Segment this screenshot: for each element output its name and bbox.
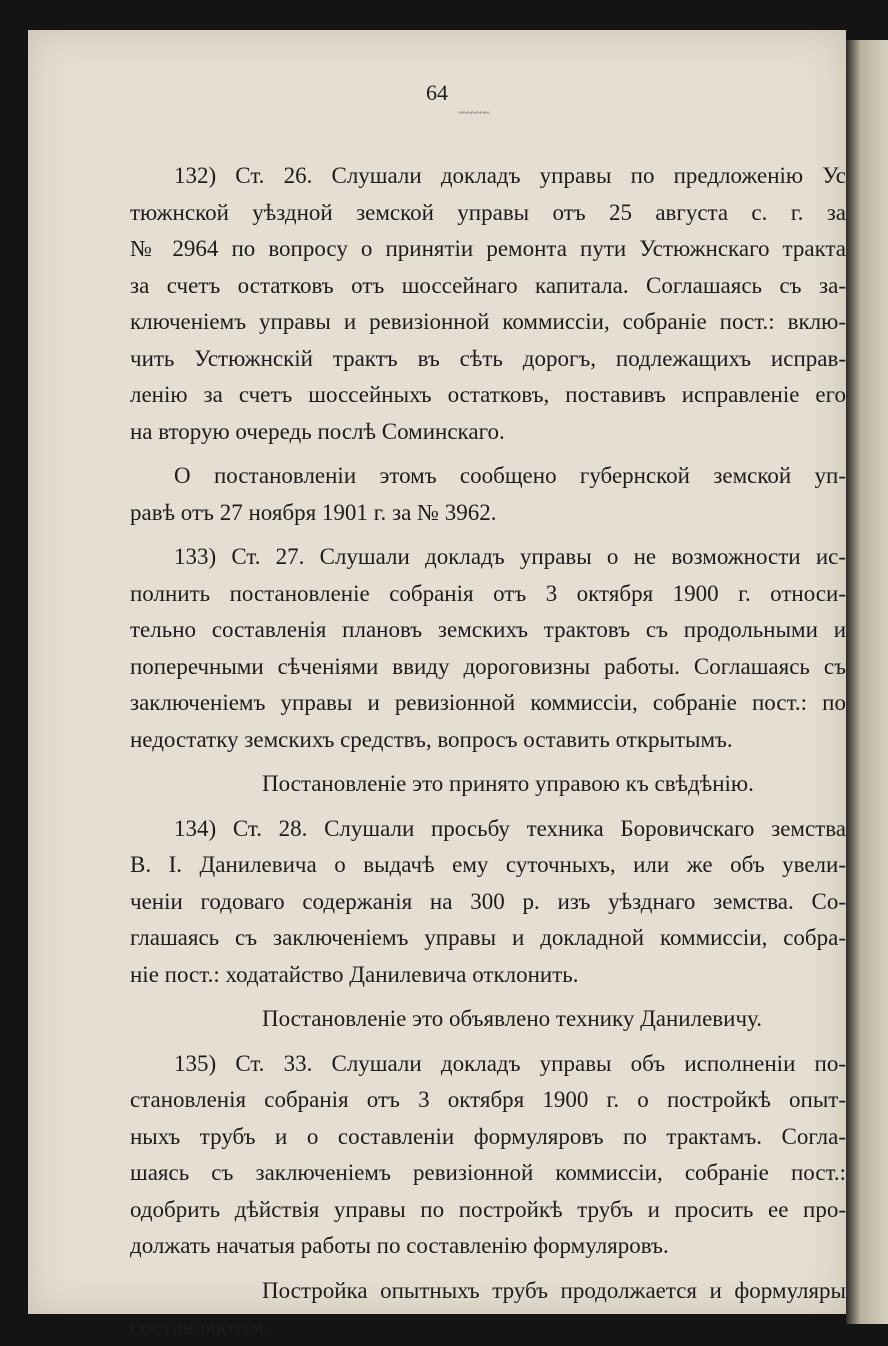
text-line: должать начатыя работы по составленію формуляровъ. [130,1233,669,1258]
text-line: ныхъ трубъ и о составленіи формуляровъ по трактамъ. Согла- [130,1123,846,1149]
page-text [130,158,846,1346]
text-line: О постановленіи этомъ сообщено губернской земской уп- [174,463,846,488]
text-line: равѣ отъ 27 ноября 1901 г. за № 3962. [130,499,497,525]
paragraph-133 [130,539,846,758]
resolution-135 [130,1273,846,1346]
text-line: ніе пост.: ходатайство Данилевича отклонить. [130,961,579,987]
text-line: 135) Ст. 33. Слушали докладъ управы объ исполненіи по- [174,1050,846,1076]
resolution-133 [130,766,846,803]
text-line: одобрить дѣйствія управы по постройкѣ трубъ и просить ее про- [130,1196,846,1222]
text-line: составляются. [130,1314,270,1339]
paragraph-134 [130,811,846,994]
text-line: № 2964 по вопросу о принятіи ремонта пути Устюжнскаго тракта [130,236,846,261]
paragraph-135 [130,1046,846,1265]
text-line: тюжнской уѣздной земской управы отъ 25 августа с. г. за [130,199,846,225]
text-line: 132) Ст. 26. Слушали докладъ управы по предложенію Ус [174,163,846,188]
text-line: Постановленіе это объявлено технику Данилевичу. [262,1006,762,1031]
text-line: за счетъ остатковъ отъ шоссейнаго капитала. Соглашаясь съ за- [130,272,846,298]
text-line: заключеніемъ управы и ревизіонной коммиссіи, собраніе пост.: по [130,690,846,715]
text-line: на вторую очередь послѣ Соминскаго. [130,418,505,444]
text-line: ключеніемъ управы и ревизіонной коммиссіи, собраніе пост.: вклю- [130,309,846,334]
text-line: ленію за счетъ шоссейныхъ остатковъ, поставивъ исправленіе его [130,382,846,407]
document-page [28,30,846,1339]
resolution-132 [130,458,846,531]
text-line: Постройка опытныхъ трубъ продолжается и формуляры [262,1277,846,1303]
text-line: Постановленіе это принято управою къ свѣдѣнію. [262,771,754,796]
paragraph-132 [130,158,846,450]
text-line: шаясь съ заключеніемъ ревизіонной коммиссіи, собраніе пост.: [130,1160,846,1185]
text-line: глашаясь съ заключеніемъ управы и докладной коммиссіи, собра- [130,925,846,950]
text-line: чить Устюжнскій трактъ въ сѣть дорогъ, подлежащихъ исправ- [130,345,846,371]
text-line: становленія собранія отъ 3 октября 1900 г. о постройкѣ опыт- [130,1087,846,1112]
text-line: полнить постановленіе собранія отъ 3 октября 1900 г. относи- [130,580,846,606]
adjacent-page-edge [846,40,888,1324]
page-number: 64 [426,80,448,105]
text-line: ченіи годоваго содержанія на 300 р. изъ уѣзднаго земства. Со- [130,888,846,914]
text-line: 133) Ст. 27. Слушали докладъ управы о не возможности ис- [174,544,846,569]
text-line: тельно составленія плановъ земскихъ трактовъ съ продольными и [130,617,846,642]
text-line: В. І. Данилевича о выдачѣ ему суточныхъ, или же объ увели- [130,852,846,877]
resolution-134 [130,1001,846,1038]
text-line: недостатку земскихъ средствъ, вопросъ оставить открытымъ. [130,726,733,752]
text-line: поперечными сѣченіями ввиду дороговизны работы. Соглашаясь съ [130,653,846,679]
page-number-ornament: ~~~~~~~ [458,108,489,119]
text-line: 134) Ст. 28. Слушали просьбу техника Боровичскаго земства [174,815,846,841]
